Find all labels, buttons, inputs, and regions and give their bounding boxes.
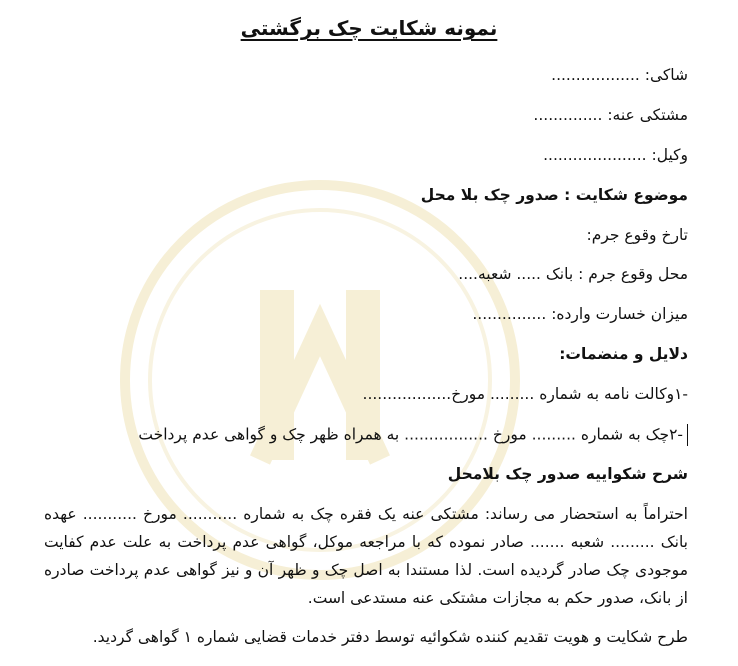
complainant-field: شاکی: .................. [551, 66, 688, 84]
document-title: نمونه شکایت چک برگشتی [240, 16, 498, 40]
defendant-field: مشتکی عنه: .............. [533, 106, 688, 124]
description-heading: شرح شکواییه صدور چک بلامحل [447, 465, 688, 483]
evidence-heading: دلایل و منضمات: [559, 345, 688, 363]
crime-date-field: تارخ وقوع جرم: [586, 226, 688, 244]
closing-line: طرح شکایت و هویت تقدیم کننده شکوائیه توسط دفتر خدمات قضایی شماره ۱ گواهی گردید. [92, 628, 688, 646]
evidence-item-1: -۱وکالت نامه به شماره ......... مورخ.................. [362, 385, 688, 403]
description-paragraph: احتراماً به استحضار می رساند: مشتکی عنه یک فقره چک به شماره ........... مورخ ........... عهده بانک ......... شعبه ....... صادر نموده که با مراجعه موکل، گواهی عدم پرداخت به علت عدم کفایت موجودی چک صادر گردیده است. لذا مستندا به اصل چک و ظهر آن و نیز گواهی عدم پرداخت صادره از بانک، صدور حکم به مجازات مشتکی عنه مستدعی است. [44, 505, 688, 607]
evidence-item-2 [40, 424, 688, 446]
damage-amount-field: میزان خسارت وارده: ............... [472, 305, 688, 323]
subject-field: موضوع شکایت : صدور چک بلا محل [420, 186, 688, 204]
crime-place-field: محل وقوع جرم : بانک ..... شعبه.... [458, 265, 688, 283]
text-cursor [687, 424, 688, 446]
lawyer-field: وکیل: ..................... [543, 146, 688, 164]
evidence-item-2-text: -۲چک به شماره ......... مورخ ................. به همراه ظهر چک و گواهی عدم پرداخت [138, 425, 683, 444]
